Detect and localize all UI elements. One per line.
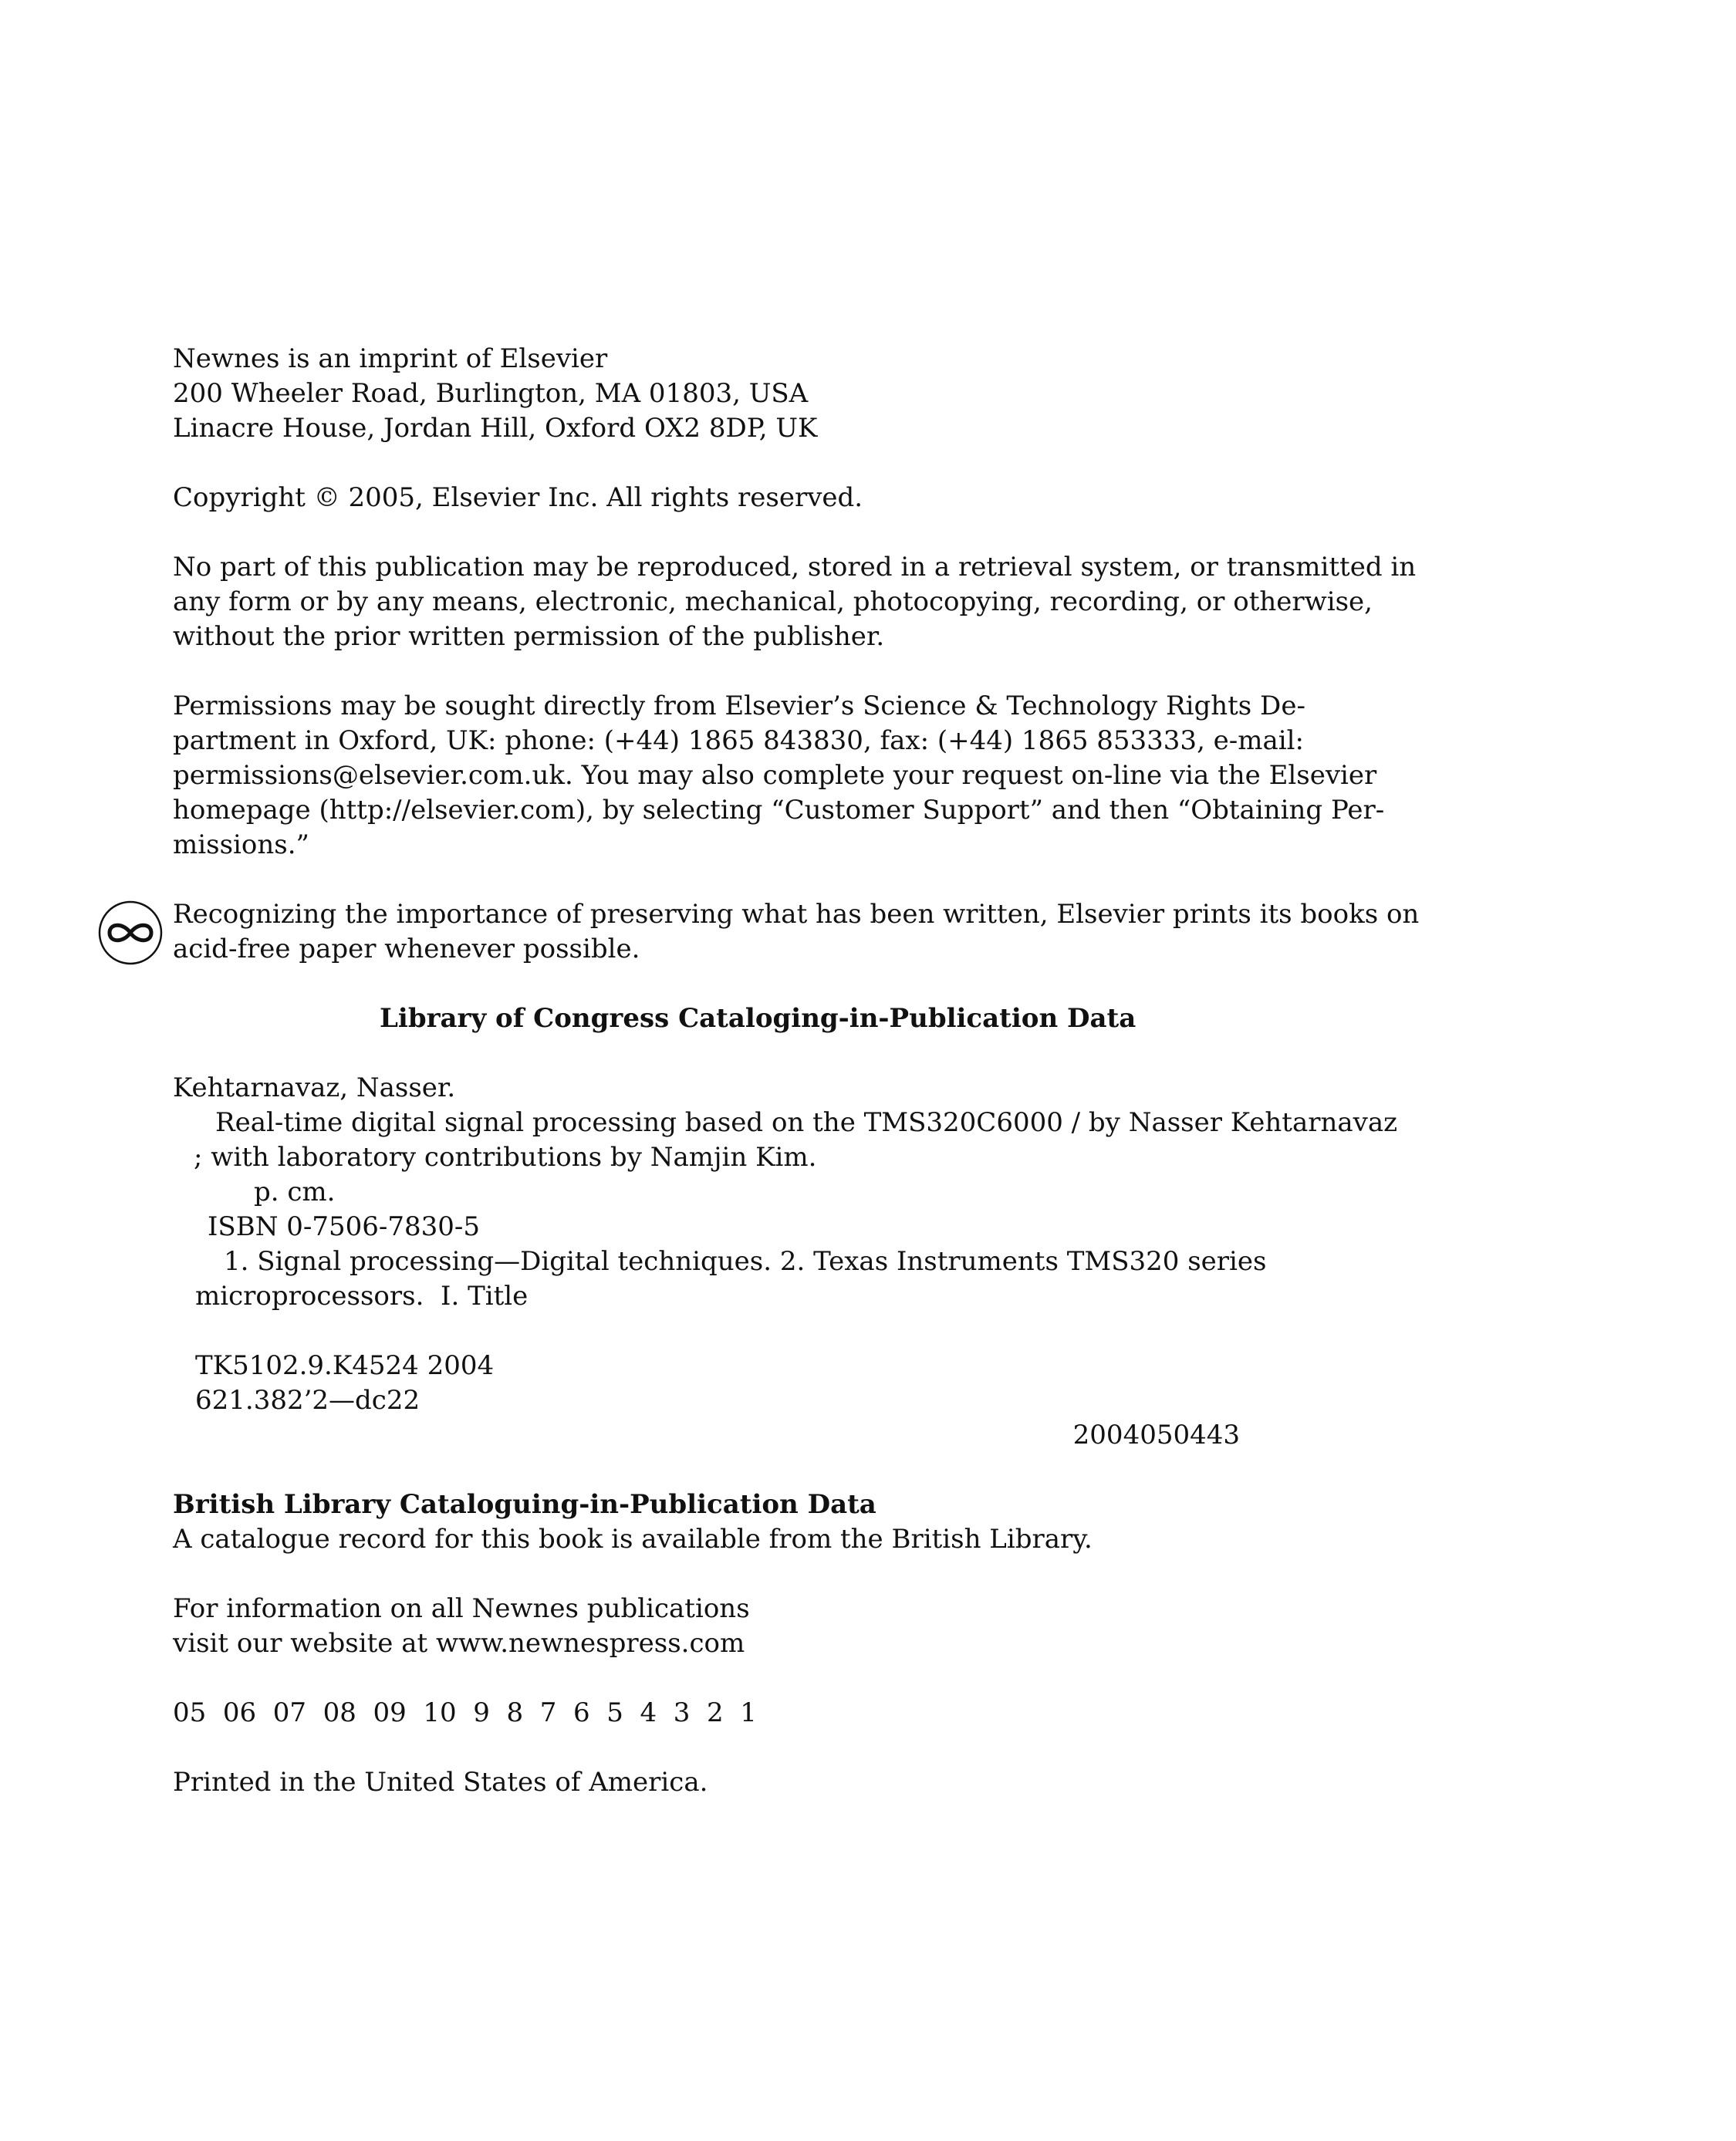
acid-free-text: Recognizing the importance of preserving what has been written, Elsevier prints its books on — [173, 899, 1420, 930]
website-line: visit our website at www.newnespress.com — [173, 1628, 745, 1659]
no-part-text: any form or by any means, electronic, mechanical, photocopying, recording, or otherwise, — [173, 586, 1373, 617]
permissions-text: homepage (http://elsevier.com), by selecting “Customer Support” and then “Obtaining Per- — [173, 795, 1385, 826]
loc-subjects: 1. Signal processing—Digital techniques. 2. Texas Instruments TMS320 series — [224, 1246, 1267, 1277]
loc-dewey: 621.382’2—dc22 — [195, 1385, 420, 1416]
loc-title-continued: ; with laboratory contributions by Namjin Kim. — [194, 1142, 817, 1173]
loc-subjects-continued: microprocessors. I. Title — [195, 1281, 529, 1312]
printing-number-line: 05 06 07 08 09 10 9 8 7 6 5 4 3 2 1 — [173, 1697, 757, 1728]
british-library-text: A catalogue record for this book is available from the British Library. — [173, 1524, 1093, 1555]
imprint-line: Newnes is an imprint of Elsevier — [173, 343, 608, 374]
loc-classification: TK5102.9.K4524 2004 — [195, 1350, 495, 1381]
no-part-text: without the prior written permission of the publisher. — [173, 621, 885, 652]
loc-heading: Library of Congress Cataloging-in-Publication Data — [380, 1003, 1137, 1034]
no-part-text: No part of this publication may be reproduced, stored in a retrieval system, or transmitted in — [173, 552, 1417, 583]
printed-in: Printed in the United States of America. — [173, 1767, 708, 1798]
copyright-notice: Copyright © 2005, Elsevier Inc. All rights reserved. — [173, 482, 863, 513]
loc-isbn: ISBN 0-7506-7830-5 — [208, 1211, 481, 1242]
info-line: For information on all Newnes publications — [173, 1593, 750, 1624]
permissions-text: partment in Oxford, UK: phone: (+44) 1865 843830, fax: (+44) 1865 853333, e-mail: — [173, 725, 1305, 756]
british-library-heading: British Library Cataloguing-in-Publication Data — [173, 1489, 876, 1520]
loc-control-number: 2004050443 — [1072, 1420, 1240, 1450]
permissions-text: missions.” — [173, 829, 309, 860]
acid-free-text: acid-free paper whenever possible. — [173, 934, 640, 964]
permissions-text: permissions@elsevier.com.uk. You may also complete your request on-line via the Elsevier — [173, 760, 1377, 791]
imprint-address-uk: Linacre House, Jordan Hill, Oxford OX2 8DP, UK — [173, 413, 818, 444]
permissions-text: Permissions may be sought directly from Elsevier’s Science & Technology Rights De- — [173, 691, 1305, 721]
imprint-address-us: 200 Wheeler Road, Burlington, MA 01803, USA — [173, 378, 809, 409]
loc-pcm: p. cm. — [254, 1177, 336, 1207]
loc-title: Real-time digital signal processing based on the TMS320C6000 / by Nasser Kehtarnavaz — [215, 1107, 1398, 1138]
infinity-in-circle-icon — [97, 900, 164, 966]
loc-author: Kehtarnavaz, Nasser. — [173, 1072, 456, 1103]
